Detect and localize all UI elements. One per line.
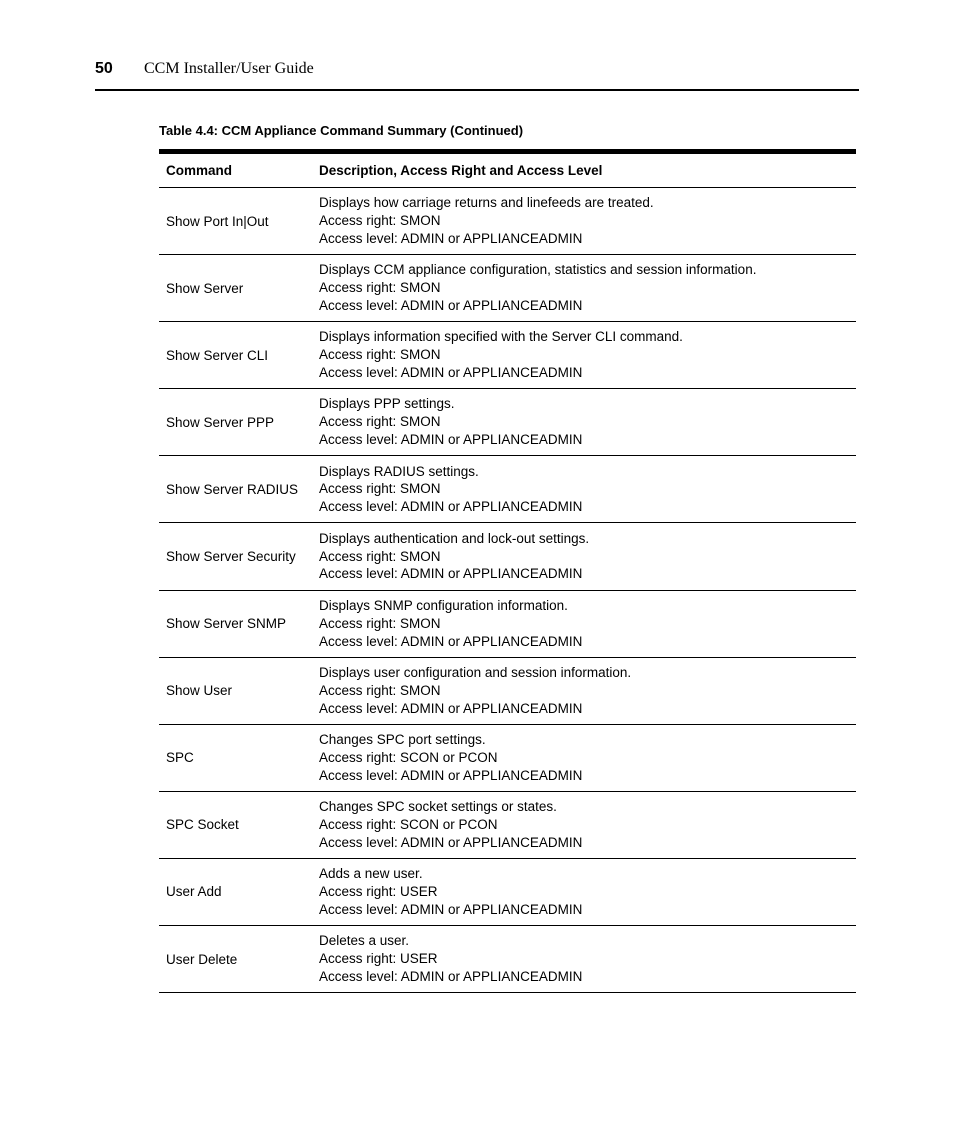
description-cell [319,395,856,449]
description-cell [319,261,856,315]
access-right-text: Access right: USER [319,951,438,967]
command-cell: Show Server CLI [166,347,269,363]
command-cell: SPC Socket [166,817,239,833]
table-row [159,322,856,389]
table-row [159,926,856,993]
access-right-text: Access right: SMON [319,213,441,229]
command-table [159,149,856,993]
command-cell: Show User [166,683,233,699]
header-rule [95,89,859,91]
table-row [159,389,856,456]
access-level-text: Access level: ADMIN or APPLIANCEADMIN [319,499,583,515]
table-row [159,456,856,523]
page-number: 50 [95,60,113,77]
description-cell [319,798,856,852]
description-text: Displays SNMP configuration information. [319,597,568,613]
access-level-text: Access level: ADMIN or APPLIANCEADMIN [319,633,583,649]
table-row [159,859,856,926]
table-row [159,591,856,658]
access-level-text: Access level: ADMIN or APPLIANCEADMIN [319,969,583,985]
description-text: Displays information specified with the Server CLI command. [319,329,683,345]
description-text: Displays user configuration and session information. [319,664,632,680]
access-right-text: Access right: SMON [319,682,441,698]
table-caption: Table 4.4: CCM Appliance Command Summary (Continued) [159,123,524,138]
access-right-text: Access right: SCON or PCON [319,816,498,832]
command-cell: User Add [166,884,222,900]
access-level-text: Access level: ADMIN or APPLIANCEADMIN [319,298,583,314]
access-right-text: Access right: SMON [319,615,441,631]
access-level-text: Access level: ADMIN or APPLIANCEADMIN [319,231,583,246]
access-right-text: Access right: SMON [319,414,441,430]
command-cell: Show Server Security [166,549,296,565]
access-right-text: Access right: SCON or PCON [319,749,498,765]
access-right-text: Access right: USER [319,884,438,900]
description-cell [319,731,856,785]
command-cell: User Delete [166,951,238,967]
description-text: Displays CCM appliance configuration, statistics and session information. [319,262,757,278]
description-cell [319,597,856,651]
description-text: Adds a new user. [319,866,423,882]
command-cell: SPC [166,750,194,766]
access-level-text: Access level: ADMIN or APPLIANCEADMIN [319,365,583,381]
description-cell [319,664,856,718]
command-cell: Show Server PPP [166,414,275,430]
table-header-row [159,154,856,188]
description-text: Deletes a user. [319,933,410,949]
guide-title: CCM Installer/User Guide [144,60,314,77]
description-cell [319,463,856,517]
page-header [95,58,858,88]
access-right-text: Access right: SMON [319,347,441,363]
description-text: Displays PPP settings. [319,396,455,412]
table-row [159,523,856,590]
table-row [159,658,856,725]
description-text: Displays authentication and lock-out settings. [319,530,590,546]
table-row [159,188,856,255]
access-right-text: Access right: SMON [319,481,441,497]
access-right-text: Access right: SMON [319,280,441,296]
description-cell [319,530,856,584]
column-header-command: Command [166,163,233,178]
column-header-description: Description, Access Right and Access Level [319,162,603,178]
access-level-text: Access level: ADMIN or APPLIANCEADMIN [319,566,583,582]
command-cell: Show Server RADIUS [166,481,299,497]
table-row [159,792,856,859]
access-level-text: Access level: ADMIN or APPLIANCEADMIN [319,432,583,448]
description-text: Displays how carriage returns and linefeeds are treated. [319,195,654,211]
access-level-text: Access level: ADMIN or APPLIANCEADMIN [319,700,583,716]
description-text: Displays RADIUS settings. [319,463,479,479]
table-body [159,188,856,993]
description-text: Changes SPC socket settings or states. [319,799,557,815]
command-cell: Show Port In|Out [166,213,269,229]
description-text: Changes SPC port settings. [319,731,486,747]
description-cell [319,194,856,248]
command-cell: Show Server [166,280,244,296]
description-cell [319,328,856,382]
access-right-text: Access right: SMON [319,548,441,564]
description-cell [319,865,856,919]
access-level-text: Access level: ADMIN or APPLIANCEADMIN [319,834,583,850]
table-row [159,725,856,792]
command-cell: Show Server SNMP [166,616,287,632]
description-cell [319,932,856,986]
table-row [159,255,856,322]
access-level-text: Access level: ADMIN or APPLIANCEADMIN [319,901,583,917]
access-level-text: Access level: ADMIN or APPLIANCEADMIN [319,767,583,783]
